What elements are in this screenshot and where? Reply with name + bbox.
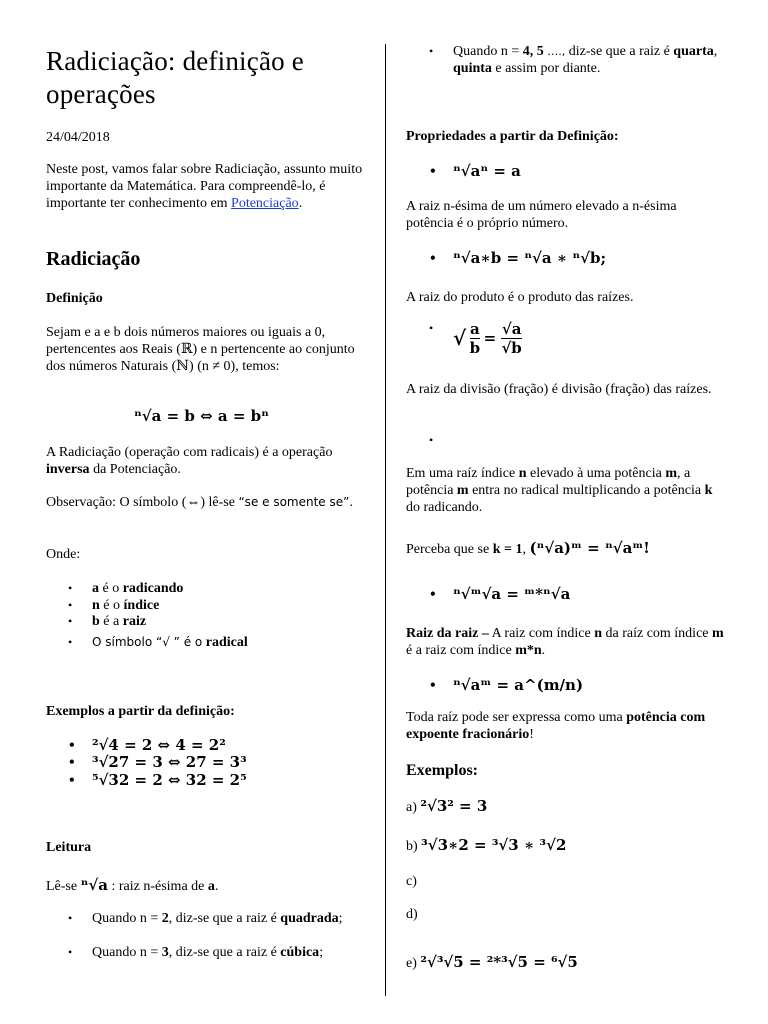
fraction-roots: $\frac{√a}{√b}$ xyxy=(501,320,522,357)
example-item: • ⁵√32 = 2 ⇔ 32 = 2⁵ xyxy=(92,772,247,789)
inversa-bold: inversa xyxy=(46,462,90,477)
perceba-paragraph: Perceba que se k = 1, (ⁿ√a)ᵐ = ⁿ√aᵐ! xyxy=(406,539,650,557)
example-formula: ²√³√5 = ²*³√5 = ⁶√5 xyxy=(420,953,578,971)
raiz-t1: A raiz com índice xyxy=(491,626,591,641)
item-mid: é a xyxy=(103,614,120,629)
obs-quote: “se e somente se”. xyxy=(238,495,354,509)
reading-pre: Quando n = xyxy=(92,945,159,960)
raiz-mn: m*n xyxy=(515,643,542,658)
p4-t3: , a potência xyxy=(406,466,691,498)
fraction-a-over-b: $\frac{a}{b}$ xyxy=(469,320,481,357)
toda-raiz-text xyxy=(406,709,724,743)
obs-mid: lê-se xyxy=(208,495,235,510)
heading-radiciacao: Radiciação xyxy=(46,248,141,270)
simbolo-pre: O símbolo “√ ” é o xyxy=(92,635,203,649)
var-n: n xyxy=(92,598,100,613)
example-a xyxy=(406,798,487,816)
quarta-end: e assim por diante. xyxy=(495,61,601,76)
root-sign: √ xyxy=(453,326,467,350)
list-item xyxy=(92,597,159,614)
list-item xyxy=(92,634,248,651)
quarta-bold-2: quinta xyxy=(453,61,492,76)
example-item: • ³√27 = 3 ⇔ 27 = 3³ xyxy=(92,754,247,771)
reading-num: 2 xyxy=(161,911,169,926)
property-1-formula: • ⁿ√aⁿ = a xyxy=(453,163,521,180)
reading-mid: , diz-se que a raiz é xyxy=(168,945,277,960)
example-item: • ²√4 = 2 ⇔ 4 = 2² xyxy=(92,737,226,754)
property-6-formula: • ⁿ√aᵐ = a^(m/n) xyxy=(453,677,583,694)
raiz-t2: da raíz com índice xyxy=(605,626,709,641)
toda-bold: potência com expoente fracionário xyxy=(406,710,706,742)
list-item xyxy=(92,944,366,961)
leitura-mid: : raiz n-ésima de xyxy=(111,879,205,894)
raiz-n: n xyxy=(594,626,602,641)
leitura-var: a xyxy=(207,879,215,894)
intro-text: Neste post, vamos falar sobre Radiciação, assunto muito importante da Matemática. Para compreendê-lo, é importante ter conhecimento em xyxy=(46,162,363,211)
simbolo-bold: radical xyxy=(205,635,248,650)
item-mid: é o xyxy=(103,598,121,613)
reading-end: ; xyxy=(338,911,343,926)
list-item xyxy=(92,613,146,630)
list-item xyxy=(453,43,723,77)
potenciacao-link[interactable]: Potenciação xyxy=(231,196,299,211)
observation-paragraph xyxy=(46,494,364,511)
column-divider xyxy=(385,44,386,996)
raiz-da-raiz-text xyxy=(406,625,724,659)
example-label: b) xyxy=(406,839,418,854)
property-4-text xyxy=(406,465,724,516)
intro-paragraph: Neste post, vamos falar sobre Radiciação, assunto muito importante da Matemática. Para compreendê-lo, é importante ter conhecimento em Potenciação. xyxy=(46,162,363,211)
quarta-mid: diz-se que a raiz é xyxy=(568,44,670,59)
reading-num: 3 xyxy=(161,945,169,960)
toda-end: ! xyxy=(529,727,534,742)
example-e xyxy=(406,954,578,972)
reading-name: quadrada xyxy=(280,911,339,926)
item-term: radicando xyxy=(122,581,184,596)
perceba-pre: Perceba que se xyxy=(406,542,490,557)
property-3-formula xyxy=(453,320,522,364)
heading-definicao: Definição xyxy=(46,291,103,306)
p4-n: n xyxy=(518,466,527,481)
item-term: índice xyxy=(123,598,160,613)
quarta-dots: …., xyxy=(547,45,566,58)
example-c: c) xyxy=(406,874,417,889)
example-d: d) xyxy=(406,907,418,922)
quarta-sep: , xyxy=(713,44,718,59)
quarta-pre: Quando n = xyxy=(453,44,520,59)
raiz-t3: é a raiz com índice xyxy=(406,643,512,658)
definition-formula: ⁿ√a = b ⇔ a = bⁿ xyxy=(134,407,269,425)
example-formula: ³√3∗2 = ³√3 ∗ ³√2 xyxy=(421,836,567,854)
iff-symbol: (⇔) xyxy=(181,495,206,510)
property-3-text: A raiz da divisão (fração) é divisão (fração) das raízes. xyxy=(406,382,712,397)
example-formula: ²√3² = 3 xyxy=(420,797,488,815)
raiz-end: . xyxy=(541,643,546,658)
heading-leitura: Leitura xyxy=(46,840,92,855)
heading-propriedades: Propriedades a partir da Definição: xyxy=(406,129,619,144)
reading-end: ; xyxy=(319,945,324,960)
equals-sign: = xyxy=(483,329,502,347)
leitura-paragraph: Lê-se ⁿ√a : raiz n-ésima de a. xyxy=(46,876,219,894)
list-item xyxy=(92,910,366,927)
p4-m: m xyxy=(665,466,677,481)
reading-mid: , diz-se que a raiz é xyxy=(168,911,277,926)
property-2-formula: • ⁿ√a∗b = ⁿ√a ∗ ⁿ√b; xyxy=(453,250,606,267)
item-mid: é o xyxy=(102,581,120,596)
p4-t4: entra no radical multiplicando a potência xyxy=(472,483,702,498)
property-5-formula: • ⁿ√ᵐ√a = ᵐ*ⁿ√a xyxy=(453,586,570,603)
perceba-formula: (ⁿ√a)ᵐ = ⁿ√aᵐ! xyxy=(529,539,650,557)
reading-name: cúbica xyxy=(280,945,320,960)
post-date: 24/04/2018 xyxy=(46,130,110,145)
inversa-paragraph xyxy=(46,444,346,478)
p4-t5: do radicando. xyxy=(406,500,483,515)
raiz-m: m xyxy=(712,626,724,641)
inversa-pre: A Radiciação (operação com radicais) é a operação xyxy=(46,445,333,460)
property-2-text: A raiz do produto é o produto das raízes. xyxy=(406,290,634,305)
perceba-bold: k = 1 xyxy=(492,542,523,557)
property-1-text: A raiz n-ésima de um número elevado a n-ésima potência é o próprio número. xyxy=(406,199,677,231)
leitura-pre: Lê-se xyxy=(46,879,78,894)
obs-pre: Observação: O símbolo xyxy=(46,495,179,510)
heading-exemplos-definicao: Exemplos a partir da definição: xyxy=(46,704,235,719)
example-label: a) xyxy=(406,800,417,815)
raiz-pre: Raiz da raiz – xyxy=(406,626,489,641)
p4-t2: elevado à uma potência xyxy=(530,466,662,481)
list-item xyxy=(92,580,183,597)
page-title: Radiciação: definição e operações xyxy=(46,46,304,109)
item-term: raiz xyxy=(122,614,147,629)
p4-k: k xyxy=(704,483,713,498)
p4-m2: m xyxy=(456,483,469,498)
p4-t1: Em uma raíz índice xyxy=(406,466,516,481)
heading-exemplos: Exemplos: xyxy=(406,762,478,779)
quarta-bold-1: quarta xyxy=(673,44,714,59)
definition-text: Sejam e a e b dois números maiores ou iguais a 0, pertencentes aos Reais (ℝ) e n pertencente ao conjunto dos números Naturais (ℕ) (n ≠ 0), temos: xyxy=(46,325,355,374)
onde-label: Onde: xyxy=(46,547,81,562)
var-a: a xyxy=(92,581,99,596)
inversa-post: da Potenciação. xyxy=(93,462,181,477)
reading-pre: Quando n = xyxy=(92,911,159,926)
var-b: b xyxy=(92,614,100,629)
quarta-num: 4, 5 xyxy=(522,44,544,59)
example-label: e) xyxy=(406,956,417,971)
toda-pre: Toda raíz pode ser expressa como uma xyxy=(406,710,623,725)
nth-root-symbol: ⁿ√a xyxy=(80,876,108,894)
example-b xyxy=(406,837,566,855)
